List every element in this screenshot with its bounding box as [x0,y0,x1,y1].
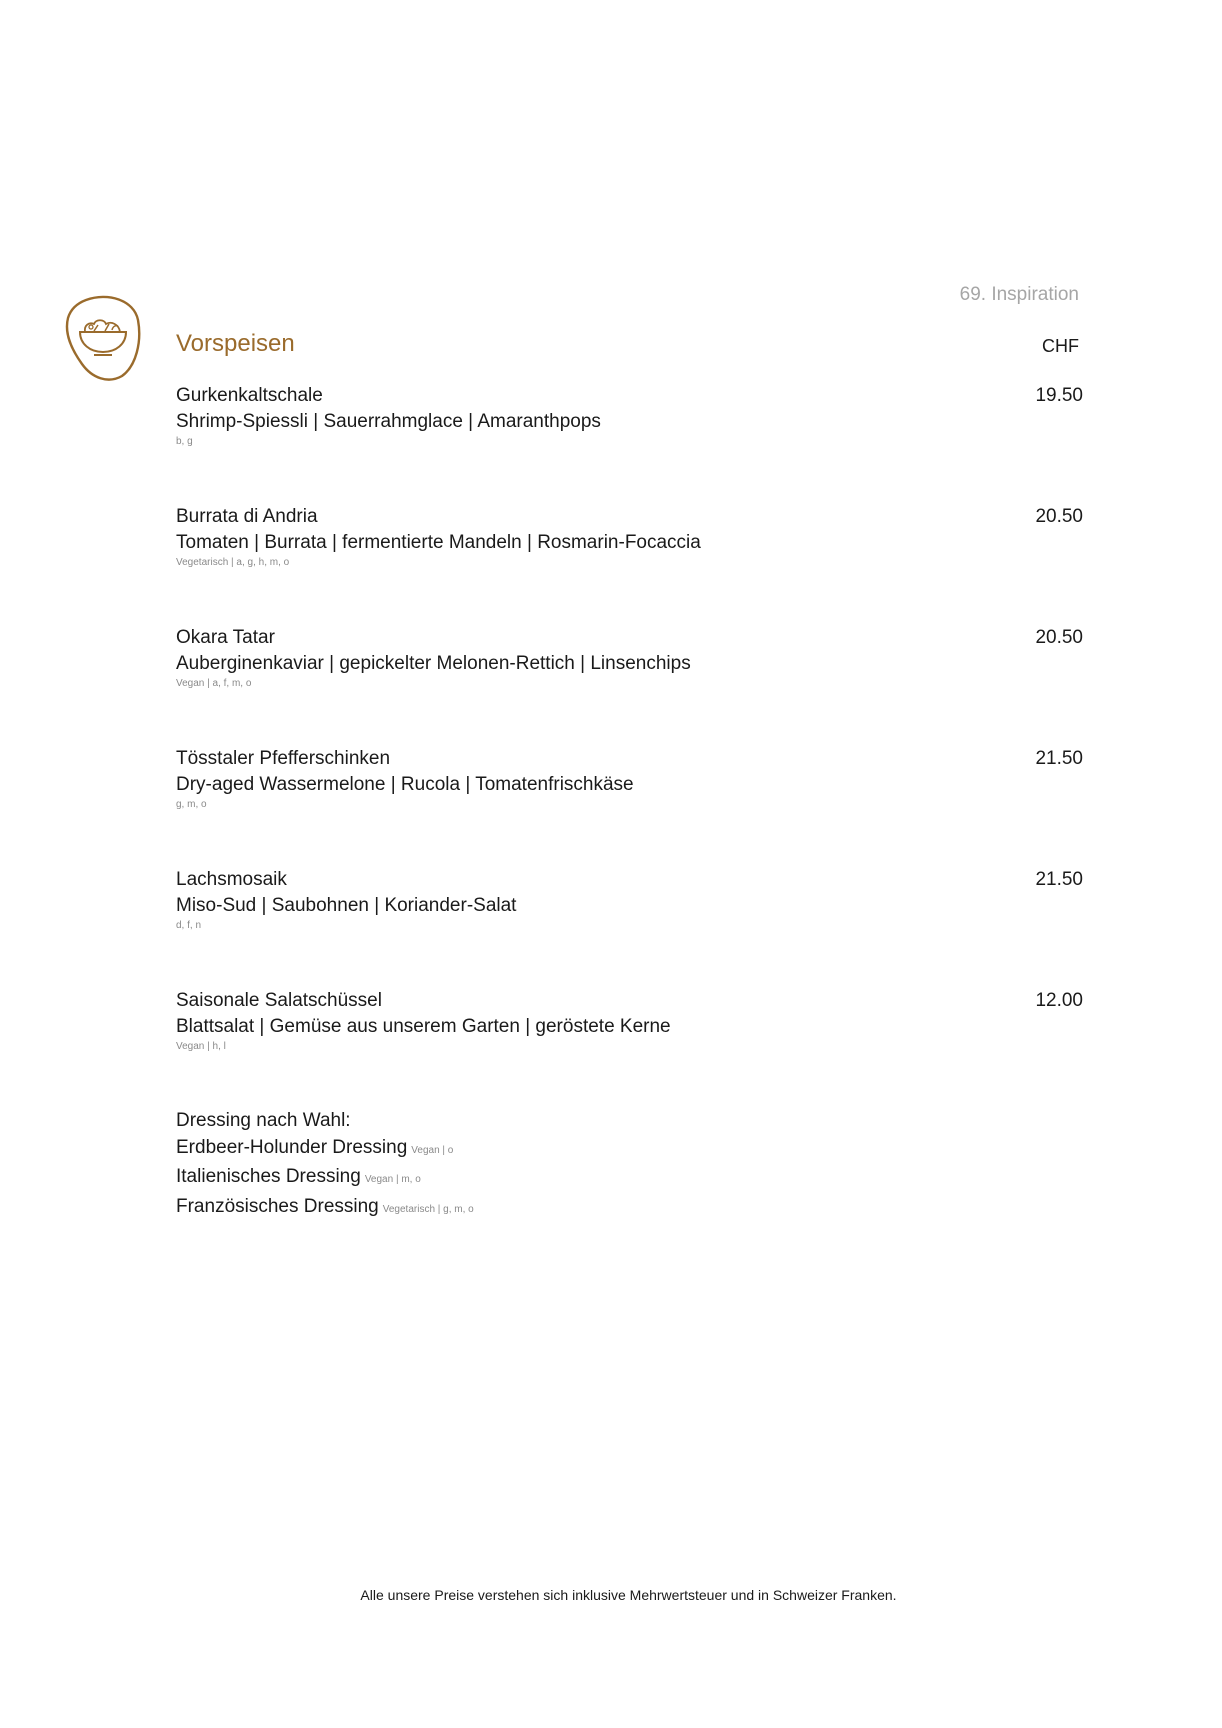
item-allergens: Vegan | h, l [176,1041,226,1052]
dressing-name: Italienisches Dressing [176,1166,361,1187]
item-description: Dry-aged Wassermelone | Rucola | Tomatenfrischkäse [176,774,634,795]
menu-items [176,383,1083,1109]
item-allergens: g, m, o [176,799,207,810]
item-description: Tomaten | Burrata | fermentierte Mandeln | Rosmarin-Focaccia [176,532,701,553]
dressing-option [176,1164,474,1194]
item-name: Lachsmosaik [176,869,287,890]
dressing-name: Französisches Dressing [176,1195,379,1217]
menu-edition: 69. Inspiration [959,284,1079,305]
menu-item [176,504,1083,625]
menu-item [176,867,1083,988]
item-description: Miso-Sud | Saubohnen | Koriander-Salat [176,895,517,916]
dressing-heading: Dressing nach Wahl: [176,1110,351,1131]
salad-bowl-icon [64,294,142,382]
currency-label: CHF [1042,336,1079,356]
dressing-tag: Vegan | m, o [364,1174,421,1185]
dressing-name: Erdbeer-Holunder Dressing [176,1136,408,1158]
item-name: Okara Tatar [176,627,275,648]
section-title: Vorspeisen [176,330,295,357]
item-allergens: Vegan | a, f, m, o [176,678,252,689]
item-price: 19.50 [1035,385,1083,406]
item-name: Burrata di Andria [176,506,318,527]
item-name: Gurkenkaltschale [176,385,323,406]
menu-item [176,988,1083,1109]
menu-item [176,383,1083,504]
dressing-section [176,1108,474,1223]
dressing-tag: Vegan | o [411,1144,454,1156]
item-description: Shrimp-Spiessli | Sauerrahmglace | Amaranthpops [176,411,601,432]
price-footnote: Alle unsere Preise verstehen sich inklusive Mehrwertsteuer und in Schweizer Franken. [360,1587,897,1603]
item-description: Auberginenkaviar | gepickelter Melonen-Rettich | Linsenchips [176,653,691,674]
dressing-option [176,1135,474,1165]
item-name: Saisonale Salatschüssel [176,990,382,1011]
menu-item [176,625,1083,746]
item-price: 20.50 [1035,627,1083,648]
dressing-tag: Vegetarisch | g, m, o [382,1203,474,1215]
dressing-option [176,1194,474,1224]
item-allergens: b, g [176,436,193,447]
item-price: 20.50 [1035,506,1083,527]
item-allergens: d, f, n [176,920,202,931]
item-price: 21.50 [1035,748,1083,769]
menu-item [176,746,1083,867]
item-name: Tösstaler Pfefferschinken [176,748,391,769]
item-allergens: Vegetarisch | a, g, h, m, o [176,557,290,568]
item-description: Blattsalat | Gemüse aus unserem Garten | geröstete Kerne [176,1016,671,1037]
item-price: 21.50 [1035,869,1083,890]
item-price: 12.00 [1035,990,1083,1011]
